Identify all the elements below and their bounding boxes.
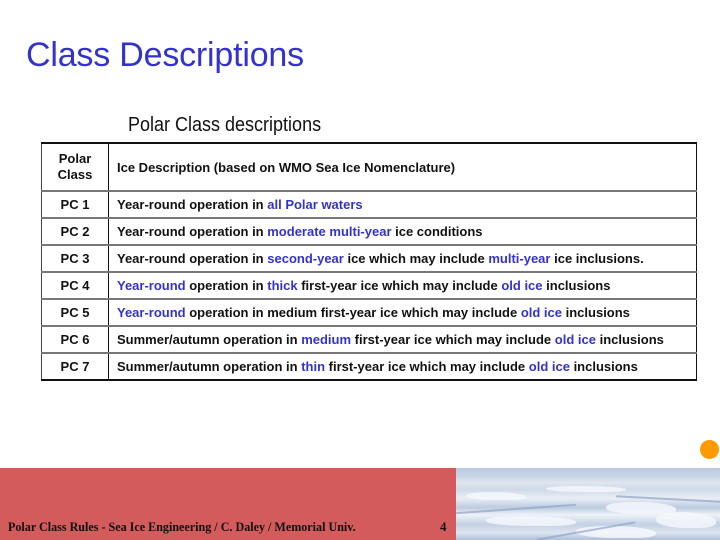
description-text: first-year ice which may include [297, 278, 502, 293]
polar-class-cell: PC 6 [42, 326, 109, 353]
ice-description-cell [109, 326, 697, 353]
description-text: Year-round operation in [117, 224, 268, 239]
description-text: inclusions [542, 278, 611, 293]
header-ice-description: Ice Description (based on WMO Sea Ice Nomenclature) [109, 143, 697, 191]
ice-description-cell [109, 191, 697, 218]
description-text: ice conditions [391, 224, 483, 239]
description-text: inclusions [562, 305, 630, 320]
footer-text: Polar Class Rules - Sea Ice Engineering / C. Daley / Memorial Univ. [8, 519, 356, 534]
description-text: inclusions [569, 359, 638, 374]
highlighted-term: Year-round [117, 278, 186, 293]
header-polar-class [42, 143, 109, 191]
polar-class-table [41, 142, 697, 381]
table-row [42, 326, 697, 353]
highlighted-term: old ice [501, 278, 543, 293]
table-row [42, 218, 697, 245]
table-caption: Polar Class descriptions [128, 114, 322, 136]
description-text: operation in medium first-year ice which may include [185, 305, 521, 320]
highlighted-term: medium [301, 332, 352, 347]
ice-description-cell [109, 299, 697, 326]
highlighted-term: thick [267, 278, 298, 293]
highlighted-term: old ice [528, 359, 570, 374]
table-row [42, 245, 697, 272]
ice-description-cell [109, 218, 697, 245]
highlighted-term: thin [301, 359, 326, 374]
page-number: 4 [440, 519, 447, 534]
sea-ice-photo [456, 468, 720, 540]
description-text: Summer/autumn operation in [117, 359, 302, 374]
table-row [42, 191, 697, 218]
polar-class-cell: PC 2 [42, 218, 109, 245]
description-text: first-year ice which may include [325, 359, 529, 374]
highlighted-term: old ice [520, 305, 563, 320]
highlighted-term: all Polar waters [267, 197, 363, 212]
description-text: operation in [185, 278, 268, 293]
ice-description-cell [109, 272, 697, 299]
description-text: first-year ice which may include [351, 332, 555, 347]
description-text: ice which may include [343, 251, 489, 266]
polar-class-cell: PC 3 [42, 245, 109, 272]
ice-description-cell [109, 245, 697, 272]
description-text: Year-round operation in [117, 197, 268, 212]
polar-class-cell: PC 7 [42, 353, 109, 380]
table-row [42, 299, 697, 326]
highlighted-term: moderate multi-year [267, 224, 392, 239]
table-header-row [42, 143, 697, 191]
polar-class-cell: PC 5 [42, 299, 109, 326]
description-text: ice inclusions. [550, 251, 644, 266]
table-row [42, 353, 697, 380]
polar-class-cell: PC 4 [42, 272, 109, 299]
table-row [42, 272, 697, 299]
highlighted-term: old ice [554, 332, 596, 347]
ice-description-cell [109, 353, 697, 380]
highlighted-term: second-year [267, 251, 344, 266]
highlighted-term: Year-round [117, 305, 186, 320]
highlighted-term: multi-year [488, 251, 551, 266]
polar-class-cell: PC 1 [42, 191, 109, 218]
orange-dot-decoration [700, 440, 719, 459]
header-polar-class-label: Polar Class [57, 150, 93, 182]
description-text: inclusions [595, 332, 664, 347]
slide-title: Class Descriptions [26, 36, 304, 74]
description-text: Summer/autumn operation in [117, 332, 302, 347]
description-text: Year-round operation in [117, 251, 268, 266]
